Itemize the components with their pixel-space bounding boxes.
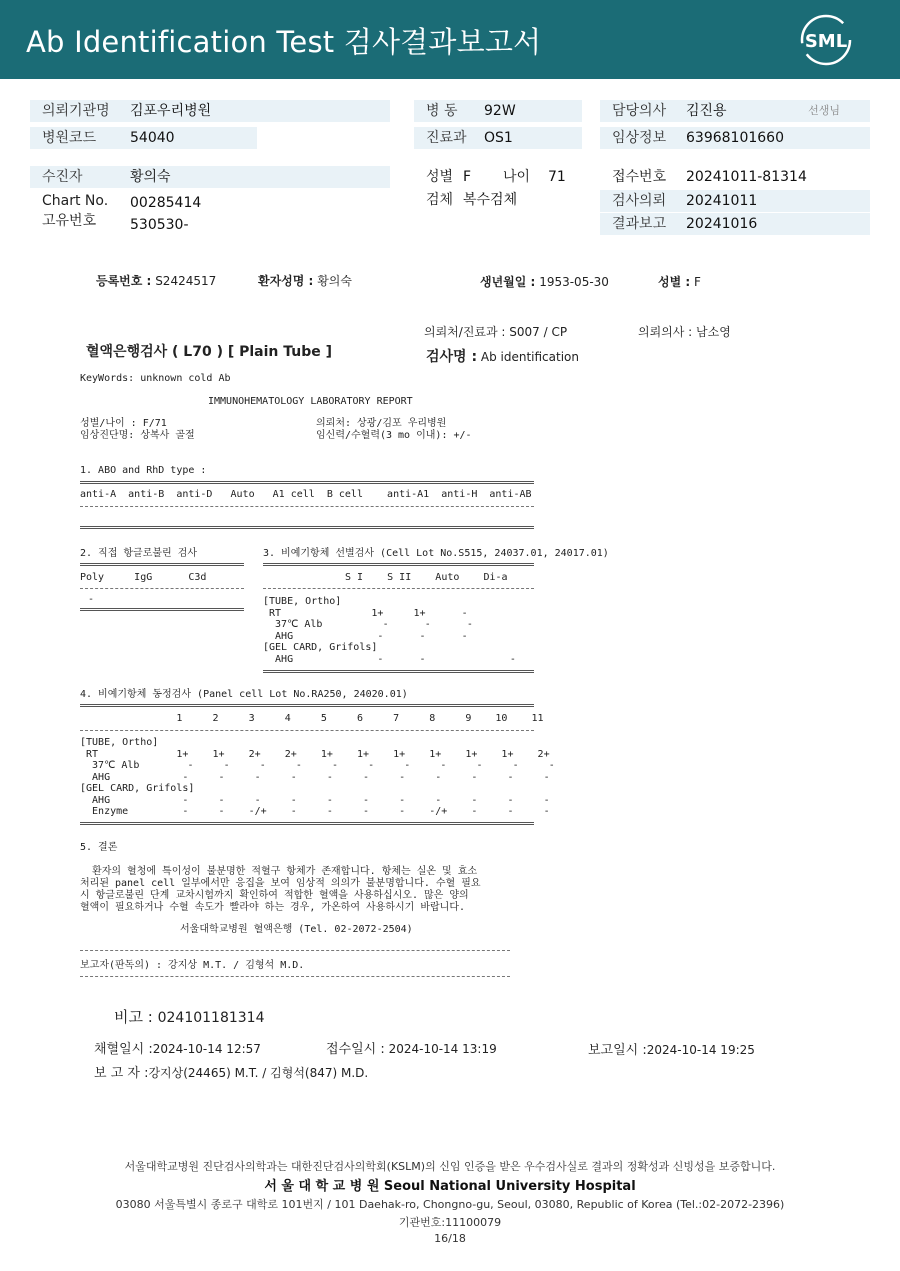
age: 71 [548,169,566,185]
test-name-info: 검사명 : Ab identification [426,349,579,365]
requesting-org-field: 의뢰기관명 김포우리병원 [30,100,390,122]
ward-field: 병 동 92W [414,100,582,122]
note-info: 비고 : 024101181314 [114,1008,265,1026]
report-title: Ab Identification Test 검사결과보고서 [26,25,542,59]
screen-row: [GEL CARD, Grifols] [263,642,378,653]
sex-label: 성별 [426,169,454,185]
panel-row: 37℃ Alb - - - - - - - - - - - [80,760,555,771]
doctor-field: 담당의사 김진용 선생님 [600,100,870,122]
hospital-name: 서 울 대 학 교 병 원 Seoul National University Hospital [264,1179,636,1194]
panel-row: [TUBE, Ortho] [80,737,159,748]
report-time-info: 보고일시 :2024-10-14 19:25 [588,1043,755,1058]
request-date: 20241011 [686,193,758,209]
specimen: 복수검체 [463,192,518,208]
section-3-title: 3. 비예기항체 선별검사 (Cell Lot No.S515, 24037.01, 24017.01) [263,548,609,559]
final-reporter-info: 보 고 자 :강지상(24465) M.T. / 김형석(847) M.D. [94,1066,369,1081]
report-header [0,0,900,79]
panel-row: [GEL CARD, Grifols] [80,783,195,794]
sml-logo-icon [796,12,856,68]
abo-header: anti-A anti-B anti-D Auto A1 cell B cell anti-A1 anti-H anti-AB [80,489,532,500]
screen-row: 37℃ Alb - - - [263,619,473,630]
section-1-title: 1. ABO and RhD type : [80,465,207,476]
dept-field: 진료과 OS1 [414,127,582,149]
conclusion-line: 혈액이 필요하거나 수혈 속도가 빨라야 하는 경우, 가온하여 사용하시기 바랍니다. [80,902,466,913]
section-4-title: 4. 비예기항체 동정검사 (Panel cell Lot No.RA250, 24020.01) [80,689,408,700]
section-5-title: 5. 결론 [80,842,118,853]
ward: 92W [484,103,516,119]
reg-info: 등록번호 : S2424517 [96,274,217,288]
bloodbank-line: 서울대학교병원 혈액은행 (Tel. 02-2072-2504) [180,924,413,935]
keywords: KeyWords: unknown cold Ab [80,373,231,384]
receive-info: 접수일시 : 2024-10-14 13:19 [326,1042,497,1057]
reporter-line: 보고자(판독의) : 강지상 M.T. / 김형석 M.D. [80,960,305,971]
result-field: 결과보고 20241016 [600,213,870,235]
clinical: 63968101660 [686,130,784,146]
chart-no: 00285414 [130,195,202,211]
referral-line: 의뢰처: 상광/김포 우리병원 [316,418,447,429]
conclusion-line: 환자의 혈청에 특이성이 불분명한 적혈구 항체가 존재합니다. 항체는 실온 및 효소 [80,866,478,877]
pregnancy-line: 임신력/수혈력(3 mo 이내): +/- [316,430,472,441]
section-2-title: 2. 직접 항글로불린 검사 [80,548,198,559]
dept: OS1 [484,130,513,146]
institution-code: 기관번호:11100079 [398,1216,502,1229]
specimen-label: 검체 [426,192,454,208]
screen-row: AHG - - - [263,630,468,642]
page-number: 16/18 [434,1232,466,1245]
screen-header: S I S II Auto Di-a [345,572,508,583]
doctor: 김진용 [686,103,727,119]
hospital-code: 54040 [130,130,175,146]
collect-info: 채혈일시 :2024-10-14 12:57 [94,1042,261,1057]
reception-label: 접수번호 [612,169,667,185]
test-title: 혈액은행검사 ( L70 ) [ Plain Tube ] [86,344,333,360]
panel-row: RT 1+ 1+ 2+ 2+ 1+ 1+ 1+ 1+ 1+ 1+ 2+ [80,748,550,760]
age-label: 나이 [503,169,531,185]
certification-text: 서울대학교병원 진단검사의학과는 대한진단검사의학회(KSLM)의 신임 인증을 받은 우수검사실로 결과의 정확성과 신빙성을 보증합니다. [124,1160,776,1173]
report-subtitle: IMMUNOHEMATOLOGY LABORATORY REPORT [208,396,413,407]
panel-row: AHG - - - - - - - - - - - [80,794,550,806]
sex: F [463,169,472,185]
chart-label: Chart No. [42,193,109,209]
panel-row: Enzyme - - -/+ - - - - -/+ - - - [80,806,550,817]
hospital-code-field: 병원코드 54040 [30,127,257,149]
clinical-field: 임상정보 63968101660 [600,127,870,149]
panel-row: AHG - - - - - - - - - - - [80,771,550,783]
logo-text: SML [804,31,848,52]
request-field: 검사의뢰 20241011 [600,190,870,212]
uid: 530530- [130,217,189,233]
requesting-org: 김포우리병원 [130,103,212,119]
reception: 20241011-81314 [686,169,807,185]
patient: 황의숙 [130,169,171,185]
scan-sex-info: 성별 : F [658,275,701,289]
screen-row: AHG - - - [263,653,516,665]
name-info: 환자성명 : 황의숙 [258,274,352,288]
doctor-suffix: 선생님 [808,104,840,117]
dept-line: 의뢰처/진료과 : S007 / CP [424,325,568,339]
screen-row: RT 1+ 1+ - [263,607,468,619]
doctor-line: 의뢰의사 : 남소영 [638,325,731,339]
screen-row: [TUBE, Ortho] [263,596,342,607]
dob-info: 생년월일 : 1953-05-30 [480,275,609,289]
dat-header: Poly IgG C3d [80,572,207,583]
uid-label: 고유번호 [42,213,97,229]
hospital-address: 03080 서울특별시 종로구 대학로 101번지 / 101 Daehak-ro, Chongno-gu, Seoul, 03080, Republic of Korea (Tel.:02-2072-2396) [115,1198,785,1211]
conclusion-line: 처리된 panel cell 일부에서만 응집을 보여 임상적 의의가 불분명합니다. 수혈 필요 [80,878,481,889]
result-date: 20241016 [686,216,758,232]
sex-age-line: 성별/나이 : F/71 [80,418,167,429]
patient-field: 수진자 황의숙 [30,166,390,188]
panel-header: 1 2 3 4 5 6 7 8 9 10 11 [80,713,544,724]
conclusion-line: 시 항글로불린 단계 교차시험까지 확인하여 적합한 혈액을 사용하십시오. 많은 양의 [80,890,469,901]
dat-value: - [88,594,95,605]
diagnosis-line: 임상진단명: 상복사 골절 [80,430,195,441]
